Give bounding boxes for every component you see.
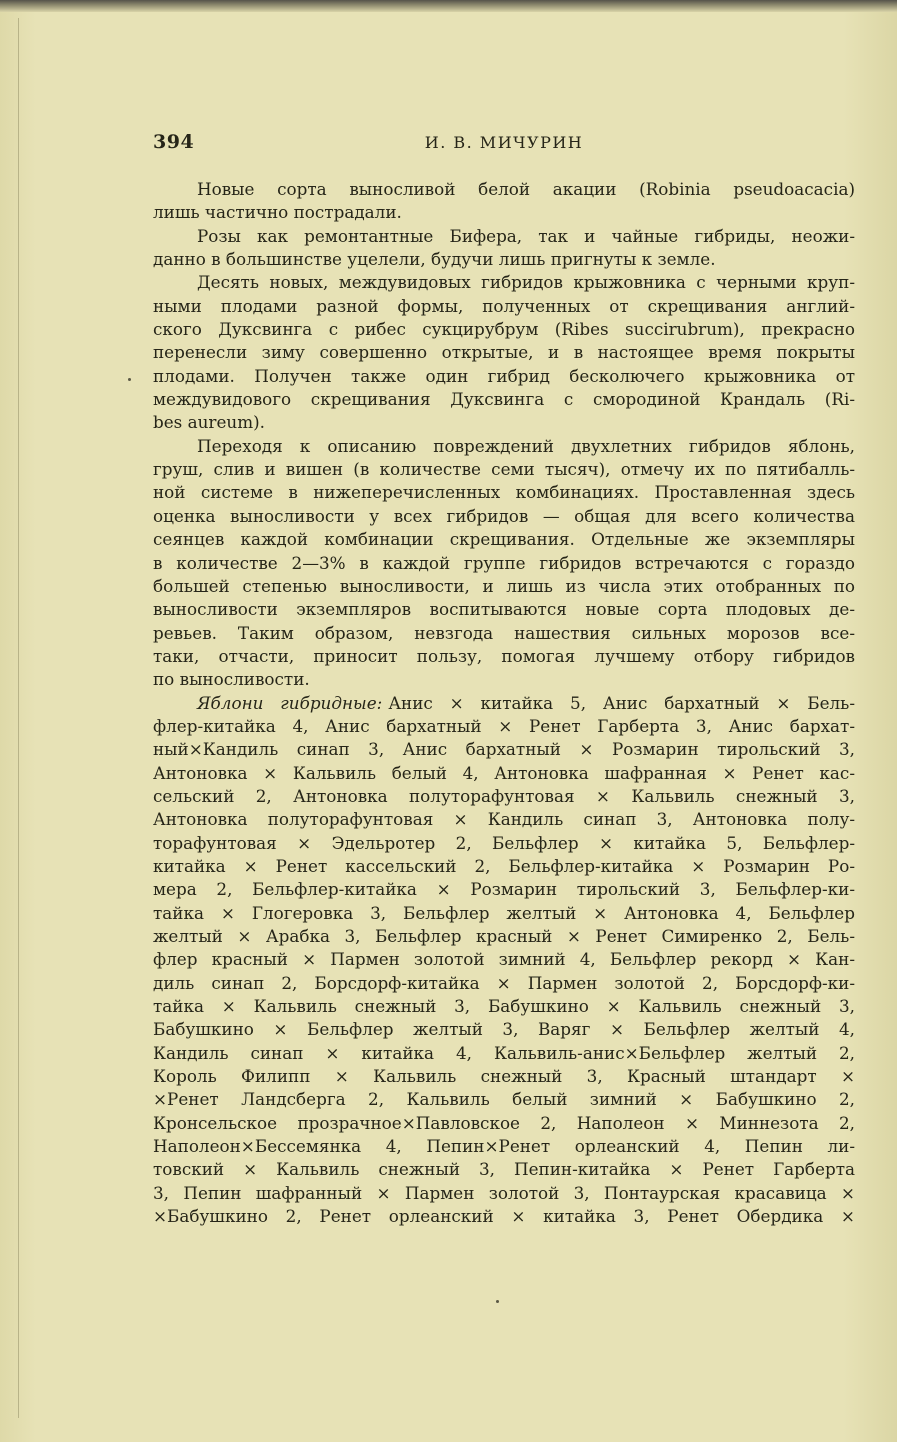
text-line: мера 2, Бельфлер-китайка × Розмарин тирольский 3, Бельфлер-ки- bbox=[153, 879, 855, 900]
text-line bbox=[153, 692, 855, 715]
body-text bbox=[153, 178, 855, 1228]
text-line: груш, слив и вишен (в количестве семи тысяч), отмечу их по пятибалль- bbox=[153, 459, 855, 480]
text-line: ×Бабушкино 2, Ренет орлеанский × китайка 3, Ренет Обердика × bbox=[153, 1206, 855, 1227]
text-line: большей степенью выносливости, и лишь из числа этих отобранных по bbox=[153, 575, 855, 596]
text-line: сельский 2, Антоновка полуторафунтовая × Кальвиль снежный 3, bbox=[153, 785, 855, 806]
text-line: ревьев. Таким образом, невзгода нашествия сильных морозов все- bbox=[153, 622, 855, 643]
text-line: Бабушкино × Бельфлер желтый 3, Варяг × Бельфлер желтый 4, bbox=[153, 1019, 855, 1040]
text-line: Розы как ремонтантные Бифера, так и чайные гибриды, неожи- bbox=[197, 225, 855, 246]
text-line: Переходя к описанию повреждений двухлетних гибридов яблонь, bbox=[197, 435, 855, 456]
page-top-edge bbox=[0, 0, 897, 12]
text-line: 3, Пепин шафранный × Пармен золотой 3, Понтаурская красавица × bbox=[153, 1182, 855, 1203]
text-line: Наполеон×Бессемянка 4, Пепин×Ренет орлеанский 4, Пепин ли- bbox=[153, 1136, 855, 1157]
page-left-shadow bbox=[18, 18, 19, 1418]
text-line: перенесли зиму совершенно открытые, и в настоящее время покрыты bbox=[153, 342, 855, 363]
print-speck bbox=[496, 1300, 499, 1303]
text-line: тайка × Кальвиль снежный 3, Бабушкино × Кальвиль снежный 3, bbox=[153, 996, 855, 1017]
text-line: данно в большинстве уцелели, будучи лишь пригнуты к земле. bbox=[153, 249, 716, 270]
text-line: bes aureum). bbox=[153, 412, 265, 433]
text-line: ный×Кандиль синап 3, Анис бархатный × Розмарин тирольский 3, bbox=[153, 739, 855, 760]
print-speck bbox=[128, 378, 131, 381]
page-header bbox=[153, 131, 855, 155]
text-line: флер красный × Пармен золотой зимний 4, Бельфлер рекорд × Кан- bbox=[153, 949, 855, 970]
text-line: таки, отчасти, приносит пользу, помогая лучшему отбору гибридов bbox=[153, 645, 855, 666]
text-line: Новые сорта выносливой белой акации (Robinia pseudoacacia) bbox=[197, 179, 855, 199]
text-line: в количестве 2—3% в каждой группе гибридов встречаются с гораздо bbox=[153, 552, 855, 573]
text-line: междувидового скрещивания Дуксвинга с смородиной Крандаль (Ri- bbox=[153, 389, 855, 410]
text-line: выносливости экземпляров воспитываются новые сорта плодовых де- bbox=[153, 599, 855, 620]
text-line: тайка × Глогеровка 3, Бельфлер желтый × Антоновка 4, Бельфлер bbox=[153, 902, 855, 923]
text-line: лишь частично пострадали. bbox=[153, 202, 402, 223]
text-line: диль синап 2, Борсдорф-китайка × Пармен золотой 2, Борсдорф-ки- bbox=[153, 972, 855, 993]
page-number: 394 bbox=[153, 131, 195, 153]
text-line: Десять новых, междувидовых гибридов крыжовника с черными круп- bbox=[197, 272, 855, 293]
text-line: флер-китайка 4, Анис бархатный × Ренет Гарберта 3, Анис бархат- bbox=[153, 715, 855, 736]
text-line: ными плодами разной формы, полученных от скрещивания англий- bbox=[153, 295, 855, 316]
text-line: Кандиль синап × китайка 4, Кальвиль-анис×Бельфлер желтый 2, bbox=[153, 1042, 855, 1063]
text-line: сеянцев каждой комбинации скрещивания. Отдельные же экземпляры bbox=[153, 529, 855, 550]
text-line: ной системе в нижеперечисленных комбинациях. Проставленная здесь bbox=[153, 482, 855, 503]
section-intro: Яблони гибридные: bbox=[197, 692, 383, 713]
text-line: Антоновка × Кальвиль белый 4, Антоновка шафранная × Ренет кас- bbox=[153, 762, 855, 783]
text-line: по выносливости. bbox=[153, 669, 310, 690]
text-line: Король Филипп × Кальвиль снежный 3, Красный штандарт × bbox=[153, 1066, 855, 1087]
text-line: торафунтовая × Эдельротер 2, Бельфлер × китайка 5, Бельфлер- bbox=[153, 832, 855, 853]
text-line: оценка выносливости у всех гибридов — общая для всего количества bbox=[153, 505, 855, 526]
text-line: желтый × Арабка 3, Бельфлер красный × Ренет Симиренко 2, Бель- bbox=[153, 926, 855, 946]
text-line: товский × Кальвиль снежный 3, Пепин-китайка × Ренет Гарберта bbox=[153, 1159, 855, 1180]
running-head: И. В. МИЧУРИН bbox=[424, 133, 584, 152]
text-line-content: Анис × китайка 5, Анис бархатный × Бель- bbox=[388, 692, 855, 713]
text-line: плодами. Получен также один гибрид бесколючего крыжовника от bbox=[153, 365, 855, 386]
text-line: Кронсельское прозрачное×Павловское 2, Наполеон × Миннезота 2, bbox=[153, 1112, 855, 1133]
text-line: ского Дуксвинга с рибес сукцирубрум (Ribes succirubrum), прекрасно bbox=[153, 319, 855, 340]
text-line: ×Ренет Ландсберга 2, Кальвиль белый зимний × Бабушкино 2, bbox=[153, 1089, 855, 1110]
text-line: Антоновка полуторафунтовая × Кандиль синап 3, Антоновка полу- bbox=[153, 809, 855, 830]
text-line: китайка × Ренет кассельский 2, Бельфлер-китайка × Розмарин Ро- bbox=[153, 855, 855, 876]
